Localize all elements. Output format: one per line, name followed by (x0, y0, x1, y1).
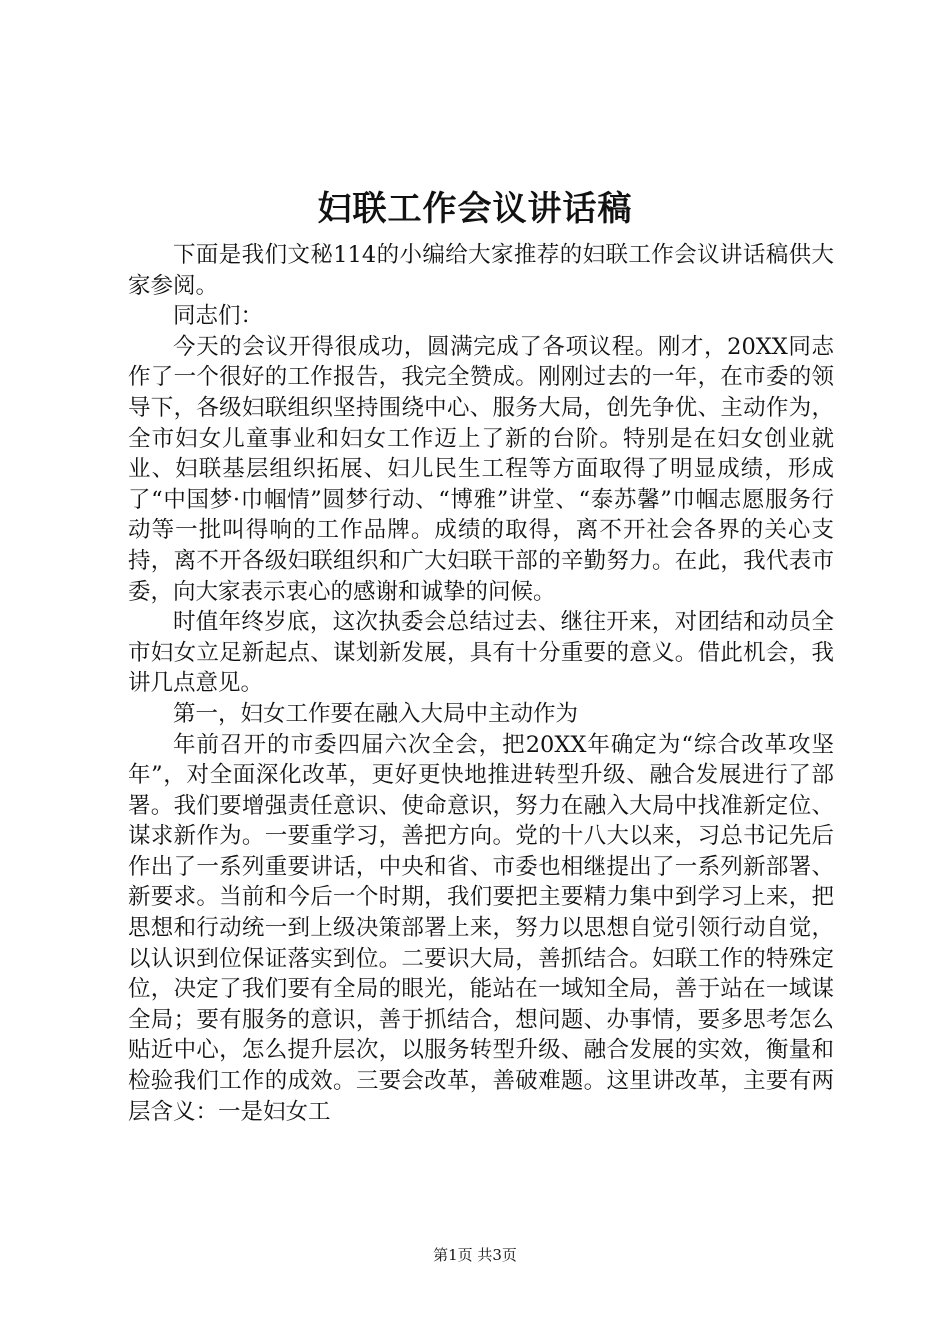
document-body (128, 240, 834, 1127)
section-heading-1: 第一，妇女工作要在融入大局中主动作为 (173, 700, 579, 727)
paragraph-intro: 下面是我们文秘114的小编给大家推荐的妇联工作会议讲话稿供大家参阅。 (128, 242, 834, 299)
page-footer: 第1页 共3页 (433, 1246, 517, 1264)
paragraph-section-1: 年前召开的市委四届六次全会，把20XX年确定为“综合改革攻坚年”，对全面深化改革，更好更快地推进转型升级、融合发展进行了部署。我们要增强责任意识、使命意识，努力在融入大局中找准新定位、谋求新作为。一要重学习，善把方向。党的十八大以来，习总书记先后作出了一系列重要讲话，中央和省、市委也相继提出了一系列新部署、新要求。当前和今后一个时期，我们要把主要精力集中到学习上来，把思想和行动统一到上级决策部署上来，努力以思想自觉引领行动自觉，以认识到位保证落实到位。二要识大局，善抓结合。妇联工作的特殊定位，决定了我们要有全局的眼光，能站在一域知全局，善于站在一域谋全局；要有服务的意识，善于抓结合，想问题、办事情，要多思考怎么贴近中心，怎么提升层次，以服务转型升级、融合发展的实效，衡量和检验我们工作的成效。三要会改革，善破难题。这里讲改革，主要有两层含义：一是妇女工 (128, 731, 834, 1125)
document-title: 妇联工作会议讲话稿 (317, 189, 633, 229)
paragraph-opening: 今天的会议开得很成功，圆满完成了各项议程。刚才，20XX同志作了一个很好的工作报告，我完全赞成。刚刚过去的一年，在市委的领导下，各级妇联组织坚持围绕中心、服务大局，创先争优、主动作为，全市妇女儿童事业和妇女工作迈上了新的台阶。特别是在妇女创业就业、妇联基层组织拓展、妇儿民生工程等方面取得了明显成绩，形成了“中国梦·巾帼情”圆梦行动、“博雅”讲堂、“泰苏馨”巾帼志愿服务行动等一批叫得响的工作品牌。成绩的取得，离不开社会各界的关心支持，离不开各级妇联组织和广大妇联干部的辛勤努力。在此，我代表市委，向大家表示衷心的感谢和诚挚的问候。 (128, 333, 834, 605)
paragraph-salutation: 同志们： (173, 303, 264, 330)
paragraph-context: 时值年终岁底，这次执委会总结过去、继往开来，对团结和动员全市妇女立足新起点、谋划新发展，具有十分重要的意义。借此机会，我讲几点意见。 (128, 609, 834, 697)
